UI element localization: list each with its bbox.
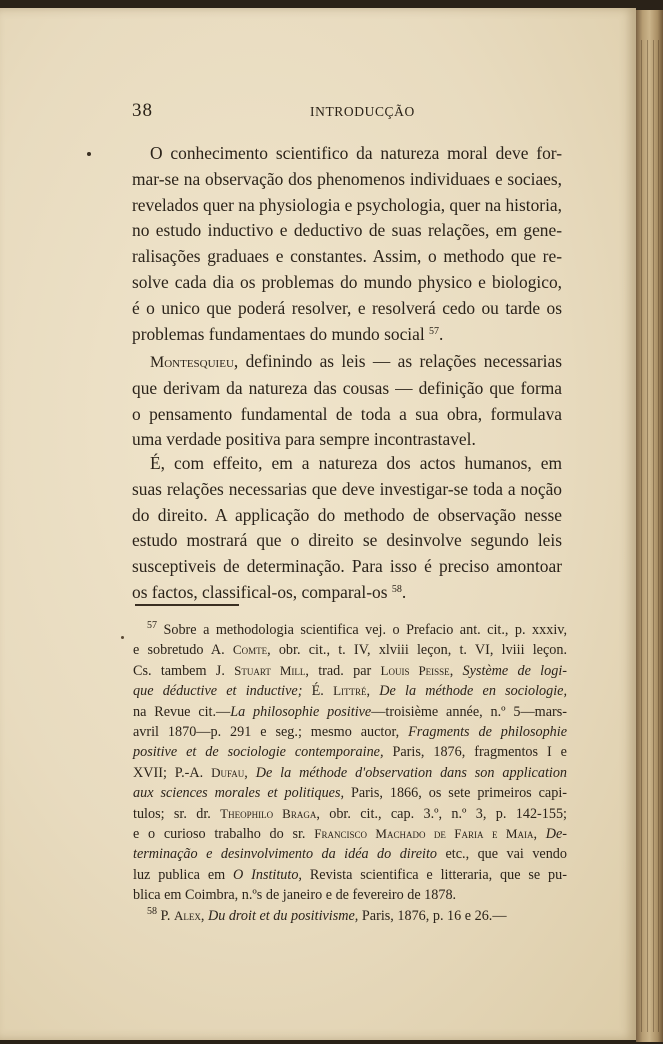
book-title: que déductive et inductive;	[133, 683, 312, 700]
footnote-57-line	[133, 865, 567, 885]
footnote-number: 58	[147, 905, 157, 917]
text-line: estudo mostrará que o direito se desinvolve segundo leis	[132, 530, 562, 551]
footnote-57-line	[133, 681, 567, 701]
author-name: Alex	[173, 907, 201, 923]
text-fragment: .	[401, 581, 407, 602]
author-name: Theophilo Braga	[220, 805, 317, 821]
text-fragment: , trad. par	[305, 662, 381, 679]
page-number: 38	[132, 100, 153, 121]
text-fragment: XVII; P.-A.	[133, 764, 212, 781]
text-fragment: Cs. tambem J.	[133, 662, 235, 679]
footnote-57-line: blica em Coimbra, n.ºs de janeiro e de fevereiro de 1878.	[133, 887, 457, 904]
footnote-57-line	[133, 824, 567, 844]
text-fragment: —troisième année, n.º 5—mars-	[371, 703, 567, 720]
text-fragment: ,	[449, 662, 463, 679]
book-title: aux sciences morales et politiques,	[133, 785, 345, 802]
text-line: É, com effeito, em a natureza dos actos humanos, em	[150, 453, 562, 473]
text-fragment: Paris, 1876, p. 16 e 26.—	[358, 907, 507, 924]
footnote-number: 57	[147, 620, 157, 631]
footnote-57-line	[133, 844, 567, 864]
footnote-ref-57: 57	[429, 325, 440, 337]
author-name: Littré	[333, 683, 367, 699]
text-line: no estudo inductivo e deductivo de suas relações, em gene-	[132, 220, 562, 241]
text-fragment: ,	[200, 907, 208, 924]
text-line: solve cada dia os problemas do mundo physico e biologico,	[132, 271, 562, 292]
paragraph-1	[132, 141, 562, 347]
footnotes	[133, 620, 567, 926]
footnote-57-line	[133, 661, 567, 681]
book-title: De la méthode d'observation dans son application	[255, 764, 568, 781]
footnote-57-line	[133, 722, 567, 742]
book-title: De la méthode en sociologie,	[379, 683, 567, 700]
text-line: susceptiveis de determinação. Para isso é preciso amontoar	[132, 556, 562, 577]
text-fragment: ,	[244, 764, 256, 781]
footnote-57-line	[133, 640, 567, 660]
text-fragment: tulos; sr. dr.	[133, 805, 221, 822]
footnote-57-line	[133, 804, 567, 824]
text-line: que derivam da natureza das cousas — definição que forma	[132, 377, 562, 398]
text-line: ralisações graduaes e constantes. Assim, o methodo que re-	[132, 246, 562, 267]
author-name: Stuart Mill	[234, 662, 306, 678]
text-line	[132, 349, 562, 376]
text-fragment: ,	[366, 683, 380, 700]
footnote-divider	[135, 604, 239, 606]
text-fragment: Paris, 1866, os sete primeiros capi-	[344, 785, 567, 802]
text-fragment: na Revue cit.—	[133, 703, 231, 720]
text-line: suas relações necessarias que deve investigar-se toda a noção	[132, 478, 562, 499]
paragraph-3	[132, 451, 562, 606]
text-fragment: Paris, 1876, fragmentos I e	[383, 744, 567, 761]
text-line: uma verdade positiva para sempre incontrastavel.	[132, 429, 476, 450]
author-name: Francisco Machado de Faria e Maia	[314, 826, 534, 842]
text-line: revelados quer na physiologia e psychologia, quer na historia,	[132, 194, 562, 215]
book-title: Du droit et du positivisme,	[207, 907, 359, 924]
footnote-57-line	[133, 742, 567, 762]
book-title: Fragments de philosophie	[408, 724, 568, 741]
margin-mark	[121, 636, 124, 639]
book-title: positive et de sociologie contemporaine,	[133, 744, 384, 761]
text-fragment: ,	[533, 826, 546, 843]
author-name: Montesquieu	[150, 354, 234, 371]
text-fragment: e sobretudo A.	[133, 642, 233, 659]
book-title: Système de logi-	[462, 662, 567, 679]
text-line: do direito. A applicação do methodo de observação nesse	[132, 504, 562, 525]
text-fragment: luz publica em	[133, 866, 234, 883]
footnote-57-line	[133, 763, 567, 783]
author-name: Comte	[232, 642, 268, 658]
page-edge-stack	[636, 10, 663, 1042]
text-fragment: É.	[311, 683, 334, 700]
running-head: INTRODUCÇÃO	[310, 104, 415, 119]
text-fragment: Revista scientifica e litteraria, que se pu-	[301, 866, 567, 883]
text-fragment: Sobre a methodologia scientifica vej. o Prefacio ant. cit., p. xxxiv,	[157, 622, 567, 638]
footnote-57-line	[133, 783, 567, 803]
text-fragment: , definindo as leis — as relações necessarias	[233, 351, 562, 371]
book-title: terminação e desinvolvimento da idéa do direito	[133, 846, 438, 863]
page-header	[132, 100, 562, 124]
text-fragment: os factos, classifical-os, comparal-os	[132, 581, 388, 602]
paragraph-2	[132, 349, 562, 453]
footnote-ref-58: 58	[391, 583, 402, 595]
text-fragment: , obr. cit., cap. 3.º, n.º 3, p. 142-155;	[316, 805, 568, 822]
text-line: O conhecimento scientifico da natureza moral deve for-	[150, 143, 562, 163]
text-fragment: , obr. cit., t. IV, xlviii leçon, t. VI, lviii leçon.	[267, 642, 567, 659]
text-fragment: P.	[157, 907, 174, 924]
book-title: O Instituto,	[233, 866, 302, 883]
text-line	[132, 580, 562, 606]
footnote-58-line	[133, 906, 567, 926]
text-line: é o unico que poderá resolver, e resolverá cedo ou tarde os	[132, 297, 562, 318]
book-title: De-	[545, 826, 568, 843]
text-line	[132, 322, 562, 348]
text-fragment: e o curioso trabalho do sr.	[133, 826, 315, 843]
text-line: o pensamento fundamental de toda a sua obra, formulava	[132, 403, 562, 424]
author-name: Louis Peisse	[380, 662, 450, 678]
text-fragment: problemas fundamentaes do mundo social	[132, 323, 425, 344]
text-fragment: avril 1870—p. 291 e seg.; mesmo auctor,	[133, 724, 409, 741]
text-line: mar-se na observação dos phenomenos individuaes e sociaes,	[132, 168, 562, 189]
text-fragment: etc., que vai vendo	[437, 846, 567, 863]
book-title: La philosophie positive	[230, 703, 372, 720]
footnote-57-line	[133, 620, 567, 640]
text-fragment: .	[439, 323, 444, 344]
footnote-57-line	[133, 702, 567, 722]
margin-mark	[87, 152, 91, 156]
author-name: Dufau	[211, 764, 245, 780]
